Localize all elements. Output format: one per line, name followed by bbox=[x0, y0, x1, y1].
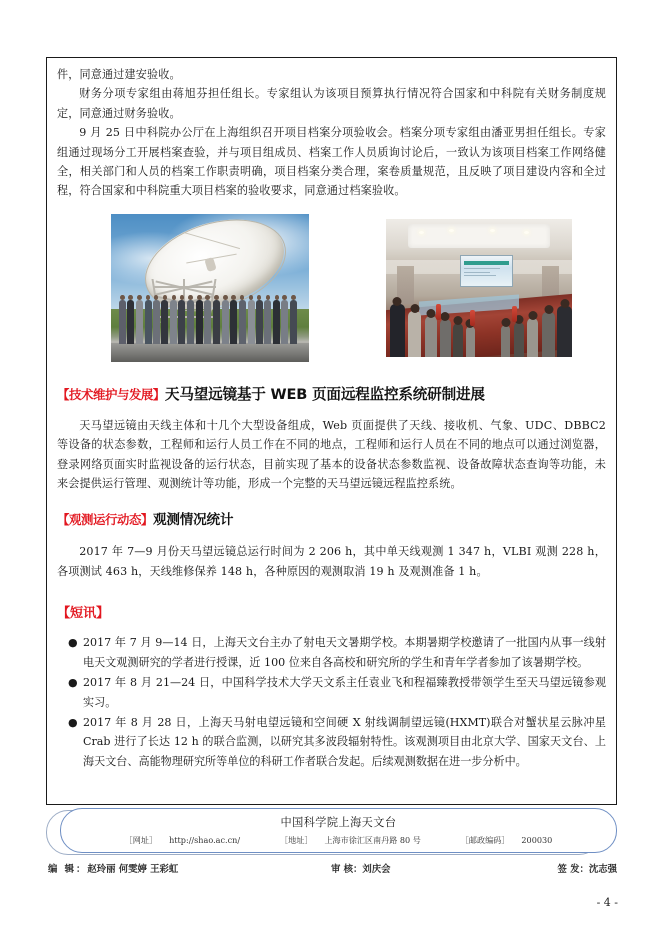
section-tag: 【观测运行动态】 bbox=[57, 512, 153, 528]
website-label: ［网址］ bbox=[124, 835, 158, 845]
bullet-icon: ● bbox=[68, 715, 78, 729]
brief-text: 2017 年 8 月 21—24 日，中国科学技术大学天文系主任袁业飞和程福臻教授带领学生至天马望远镜参观实习。 bbox=[83, 676, 606, 709]
paragraph-finance-acceptance: 财务分项专家组由蒋旭芬担任组长。专家组认为该项目预算执行情况符合国家和中科院有关财务制度规定，同意通过财务验收。 bbox=[57, 87, 606, 120]
list-item bbox=[68, 713, 606, 771]
editor-credit bbox=[48, 861, 178, 875]
postcode-label: ［邮政编码］ bbox=[460, 835, 510, 845]
list-item bbox=[68, 673, 606, 712]
credits-bar bbox=[46, 861, 617, 879]
footer-contact-box bbox=[46, 808, 617, 858]
road bbox=[111, 343, 309, 362]
footer-contact-line bbox=[61, 835, 616, 846]
section-body-remote-monitoring: 天马望远镜由天线主体和十几个大型设备组成，Web 页面提供了天线、接收机、气象、UDC、DBBC2 等设备的状态参数，工程师和运行人员工作在不同的地点，工程师和运行人员在不同的地点可以通过浏览器，登录网络页面实时监视设备的运行状态，目前实现了基本的设备状态参数监视、设备故障状态查询等功能，未来会提供运行管理、观测统计等功能，形成一个完整的天马望远镜远程监控系统。 bbox=[57, 418, 606, 491]
footer-box bbox=[60, 808, 617, 853]
group-of-people bbox=[111, 300, 309, 344]
section-title: 天马望远镜基于 WEB 页面远程监控系统研制进展 bbox=[164, 385, 485, 403]
bullet-icon: ● bbox=[68, 636, 78, 650]
acceptance-meeting-photo bbox=[386, 219, 572, 357]
reviewer-credit bbox=[331, 861, 391, 875]
section-body-observation-stats: 2017 年 7—9 月份天马望远镜总运行时间为 2 206 h，其中单天线观测 1 347 h，VLBI 观测 228 h，各项测试 463 h，天线维修保养 148 h，各种原因的观测取消 19 h 及观测准备 1 h。 bbox=[57, 545, 606, 578]
briefs-list bbox=[57, 633, 606, 771]
section-heading-observation-stats bbox=[57, 509, 606, 531]
website-value: http://shao.ac.cn/ bbox=[169, 835, 241, 845]
reviewer-label: 审 核： bbox=[331, 864, 363, 875]
page-number: - 4 - bbox=[596, 896, 618, 909]
brief-text: 2017 年 8 月 28 日，上海天马射电望远镜和空间硬 X 射线调制望远镜(HXMT)联合对蟹状星云脉冲星 Crab 进行了长达 12 h 的联合监测，以研究其多波段辐射特性。该观测项目由北京大学、国家天文台、上海天文台、高能物理研究所等单位的科研工作者联合发起。后续观测数据在进一步分析中。 bbox=[83, 715, 606, 768]
reviewer-name: 刘庆会 bbox=[362, 864, 391, 875]
section-title: 观测情况统计 bbox=[152, 512, 234, 529]
paragraph-continuation: 件，同意通过建安验收。 bbox=[57, 68, 181, 81]
address-label: ［地址］ bbox=[280, 835, 313, 845]
section-heading-briefs: 【短讯】 bbox=[57, 606, 109, 622]
bullet-icon: ● bbox=[68, 676, 78, 690]
postcode-value: 200030 bbox=[521, 835, 553, 845]
issuer-name: 沈志强 bbox=[588, 864, 617, 875]
footer-organization: 中国科学院上海天文台 bbox=[280, 816, 397, 829]
address-value: 上海市徐汇区南丹路 80 号 bbox=[324, 835, 421, 845]
list-item bbox=[68, 633, 606, 672]
photo-row bbox=[57, 214, 606, 368]
paragraph-archive-acceptance: 9 月 25 日中科院办公厅在上海组织召开项目档案分项验收会。档案分项专家组由潘亚男担任组长。专家组通过现场分工开展档案查验，并与项目组成员、档案工作人员质询讨论后，一致认为该项目档案工作网络健全，相关部门和人员的档案工作职责明确，项目档案分类合理，案卷质量规范，且反映了项目建设内容和全过程，符合国家和中科院重大项目档案的验收要求，同意通过档案验收。 bbox=[57, 126, 606, 198]
editor-names: 赵玲丽 何雯婷 王彩虹 bbox=[87, 864, 179, 875]
content-frame bbox=[46, 57, 617, 805]
issuer-label: 签 发： bbox=[557, 864, 589, 875]
section-heading-remote-monitoring bbox=[57, 384, 606, 405]
section-tag: 【技术维护与发展】 bbox=[57, 386, 165, 402]
ceiling-recess bbox=[408, 224, 549, 247]
tianma-telescope-group-photo bbox=[111, 214, 309, 362]
meeting-attendees bbox=[386, 271, 572, 357]
editor-label: 编 辑： bbox=[48, 864, 88, 875]
brief-text: 2017 年 7 月 9—14 日，上海天文台主办了射电天文暑期学校。本期暑期学校邀请了一批国内从事一线射电天文观测研究的学者进行授课，近 100 位来自各高校和研究所的学生和青年学者参加了该暑期学校。 bbox=[83, 636, 606, 669]
issuer-credit bbox=[557, 861, 617, 875]
